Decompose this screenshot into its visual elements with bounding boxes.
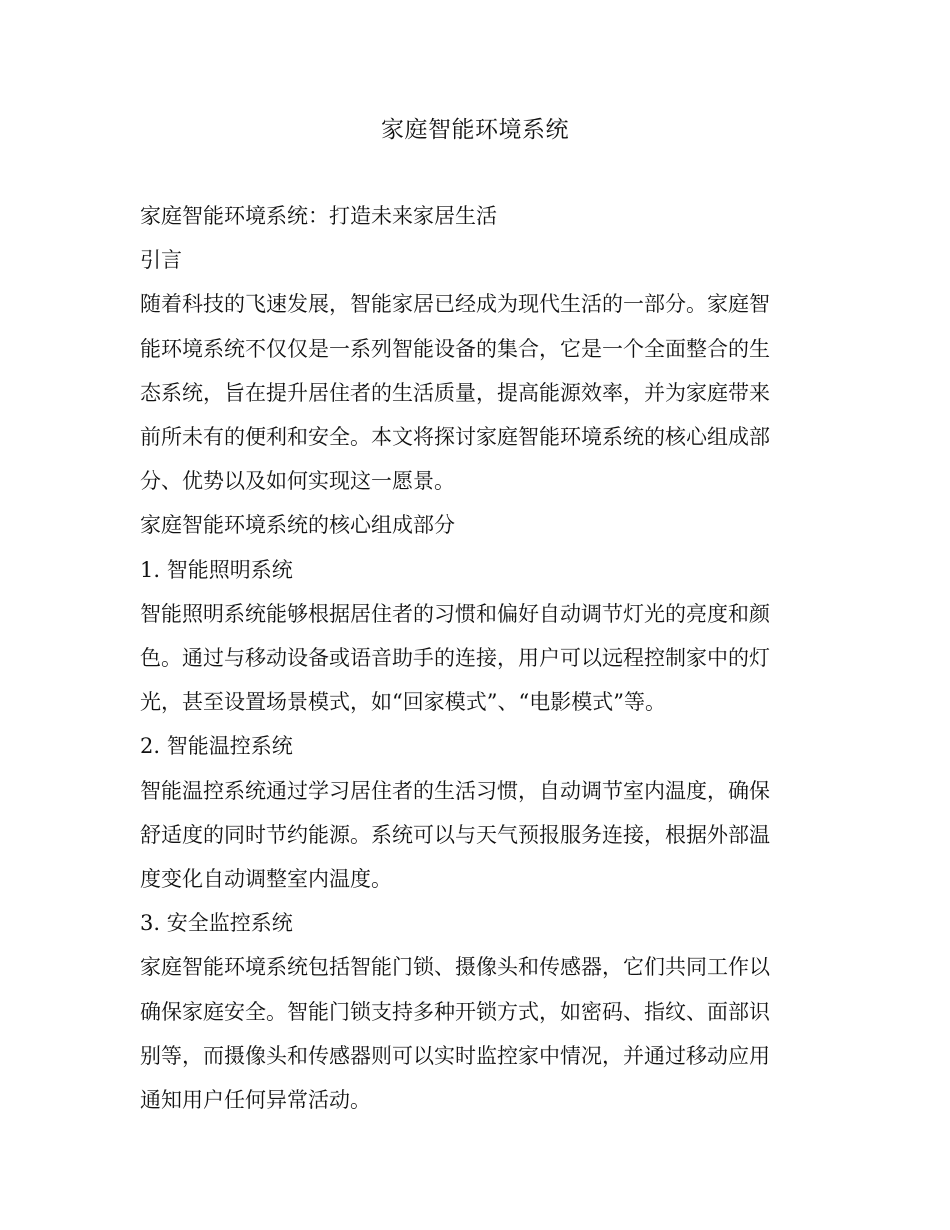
paragraph-line: 通知用户任何异常活动。 <box>140 1088 371 1113</box>
section-heading-intro: 引言 <box>140 248 182 273</box>
paragraph-line: 光，甚至设置场景模式，如“回家模式”、“电影模式”等。 <box>140 690 666 715</box>
paragraph-line: 分、优势以及如何实现这一愿景。 <box>140 469 455 494</box>
paragraph-line: 智能温控系统通过学习居住者的生活习惯，自动调节室内温度，确保 <box>140 778 770 803</box>
document-title: 家庭智能环境系统 <box>381 117 569 143</box>
paragraph-line: 前所未有的便利和安全。本文将探讨家庭智能环境系统的核心组成部 <box>140 425 770 450</box>
section-heading-components: 家庭智能环境系统的核心组成部分 <box>140 513 455 538</box>
paragraph-line: 别等，而摄像头和传感器则可以实时监控家中情况，并通过移动应用 <box>140 1043 770 1068</box>
subtitle-line: 家庭智能环境系统：打造未来家居生活 <box>140 204 497 228</box>
document-body <box>140 194 795 1122</box>
paragraph-line: 色。通过与移动设备或语音助手的连接，用户可以远程控制家中的灯 <box>140 646 770 671</box>
paragraph-line: 态系统，旨在提升居住者的生活质量，提高能源效率，并为家庭带来 <box>140 380 770 405</box>
paragraph-line: 能环境系统不仅仅是一系列智能设备的集合，它是一个全面整合的生 <box>140 336 770 361</box>
paragraph-line: 度变化自动调整室内温度。 <box>140 867 392 892</box>
paragraph-line: 舒适度的同时节约能源。系统可以与天气预报服务连接，根据外部温 <box>140 822 770 847</box>
paragraph-line: 智能照明系统能够根据居住者的习惯和偏好自动调节灯光的亮度和颜 <box>140 601 770 626</box>
paragraph-line: 随着科技的飞速发展，智能家居已经成为现代生活的一部分。家庭智 <box>140 292 770 317</box>
paragraph-line: 家庭智能环境系统包括智能门锁、摄像头和传感器，它们共同工作以 <box>140 955 770 980</box>
list-heading-lighting: 1. 智能照明系统 <box>140 557 293 582</box>
paragraph-line: 确保家庭安全。智能门锁支持多种开锁方式，如密码、指纹、面部识 <box>140 999 770 1024</box>
list-heading-security: 3. 安全监控系统 <box>140 911 293 936</box>
list-heading-thermostat: 2. 智能温控系统 <box>140 734 293 759</box>
